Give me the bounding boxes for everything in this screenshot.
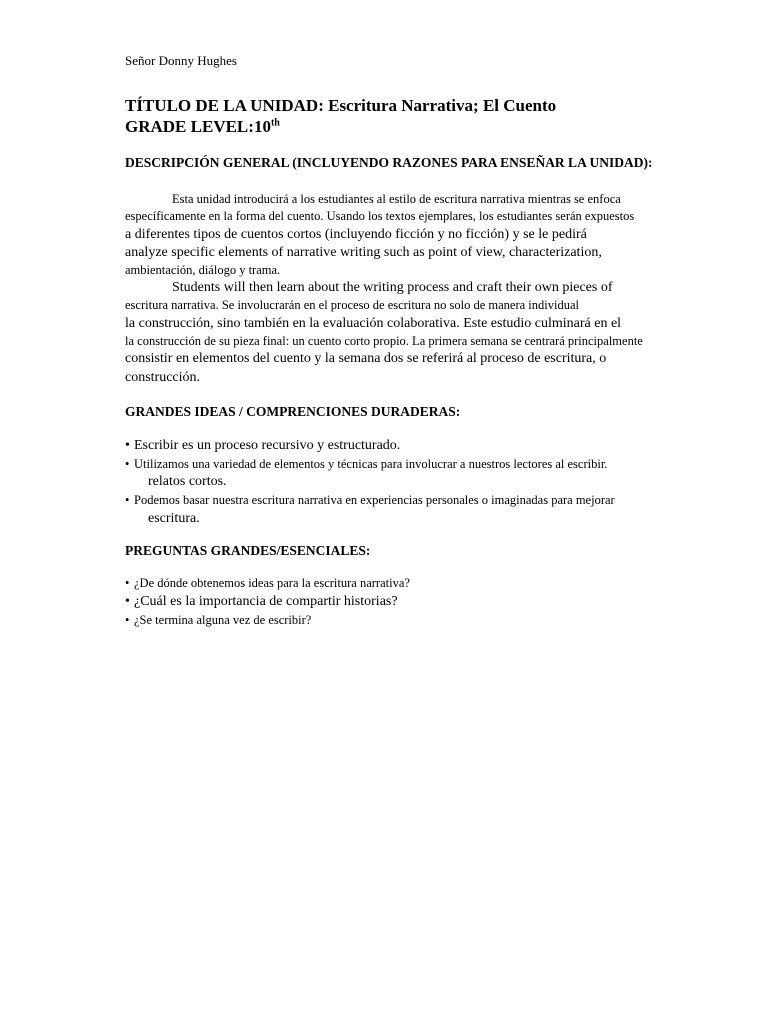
question-item: • ¿Cuál es la importancia de compartir historias? xyxy=(125,594,398,609)
overview-line: Students will then learn about the writing process and craft their own pieces of xyxy=(172,280,613,295)
grade-level-label: GRADE LEVEL: xyxy=(125,117,254,136)
overview-line: escritura narrativa. Se involucrarán en el proceso de escritura no solo de manera individual xyxy=(125,298,579,312)
bullet-icon: • xyxy=(125,594,130,609)
big-ideas-item: • Podemos basar nuestra escritura narrativa en experiencias personales o imaginadas para mejorar xyxy=(125,493,615,507)
unit-title-value: : Escritura Narrativa; El Cuento xyxy=(318,96,557,115)
overview-line: construcción. xyxy=(125,370,201,385)
author-name: Señor Donny Hughes xyxy=(125,53,237,68)
overview-line: la construcción, sino también en la evaluación colaborativa. Este estudio culminará en el xyxy=(125,316,622,331)
grade-level-suffix: th xyxy=(270,117,280,129)
bullet-icon: • xyxy=(125,438,130,453)
grade-level xyxy=(125,118,280,135)
big-ideas-heading: GRANDES IDEAS / COMPRENCIONES DURADERAS: xyxy=(125,404,461,419)
grade-level-number: 10 xyxy=(253,117,271,136)
bullet-icon: • xyxy=(125,457,130,471)
question-item: • ¿Se termina alguna vez de escribir? xyxy=(125,613,312,627)
big-ideas-item: • Escribir es un proceso recursivo y estructurado. xyxy=(125,438,401,453)
overview-line: analyze specific elements of narrative writing such as point of view, characterization, xyxy=(125,245,602,260)
overview-line: ambientación, diálogo y trama. xyxy=(125,263,281,277)
bullet-icon: • xyxy=(125,576,130,590)
big-ideas-item-continuation: relatos cortos. xyxy=(148,474,227,489)
overview-line: Esta unidad introducirá a los estudiantes al estilo de escritura narrativa mientras se enfoca xyxy=(172,192,621,206)
overview-line: específicamente en la forma del cuento. Usando los textos ejemplares, los estudiantes serán expuestos xyxy=(125,209,635,223)
overview-heading: DESCRIPCIÓN GENERAL (INCLUYENDO RAZONES PARA ENSEÑAR LA UNIDAD): xyxy=(125,155,653,170)
bullet-icon: • xyxy=(125,493,130,507)
unit-title xyxy=(125,97,556,114)
big-ideas-item: • Utilizamos una variedad de elementos y técnicas para involucrar a nuestros lectores al escribir. xyxy=(125,457,608,471)
overview-line: consistir en elementos del cuento y la semana dos se referirá al proceso de escritura, o xyxy=(125,351,607,366)
big-ideas-item-continuation: escritura. xyxy=(148,511,200,526)
questions-heading: PREGUNTAS GRANDES/ESENCIALES: xyxy=(125,543,371,558)
overview-line: a diferentes tipos de cuentos cortos (incluyendo ficción y no ficción) y se le pedirá xyxy=(125,227,587,242)
unit-title-label: TÍTULO DE LA UNIDAD xyxy=(125,96,319,115)
overview-line: la construcción de su pieza final: un cuento corto propio. La primera semana se centrará principalmente xyxy=(125,334,643,348)
bullet-icon: • xyxy=(125,613,130,627)
question-item: • ¿De dónde obtenemos ideas para la escritura narrativa? xyxy=(125,576,410,590)
